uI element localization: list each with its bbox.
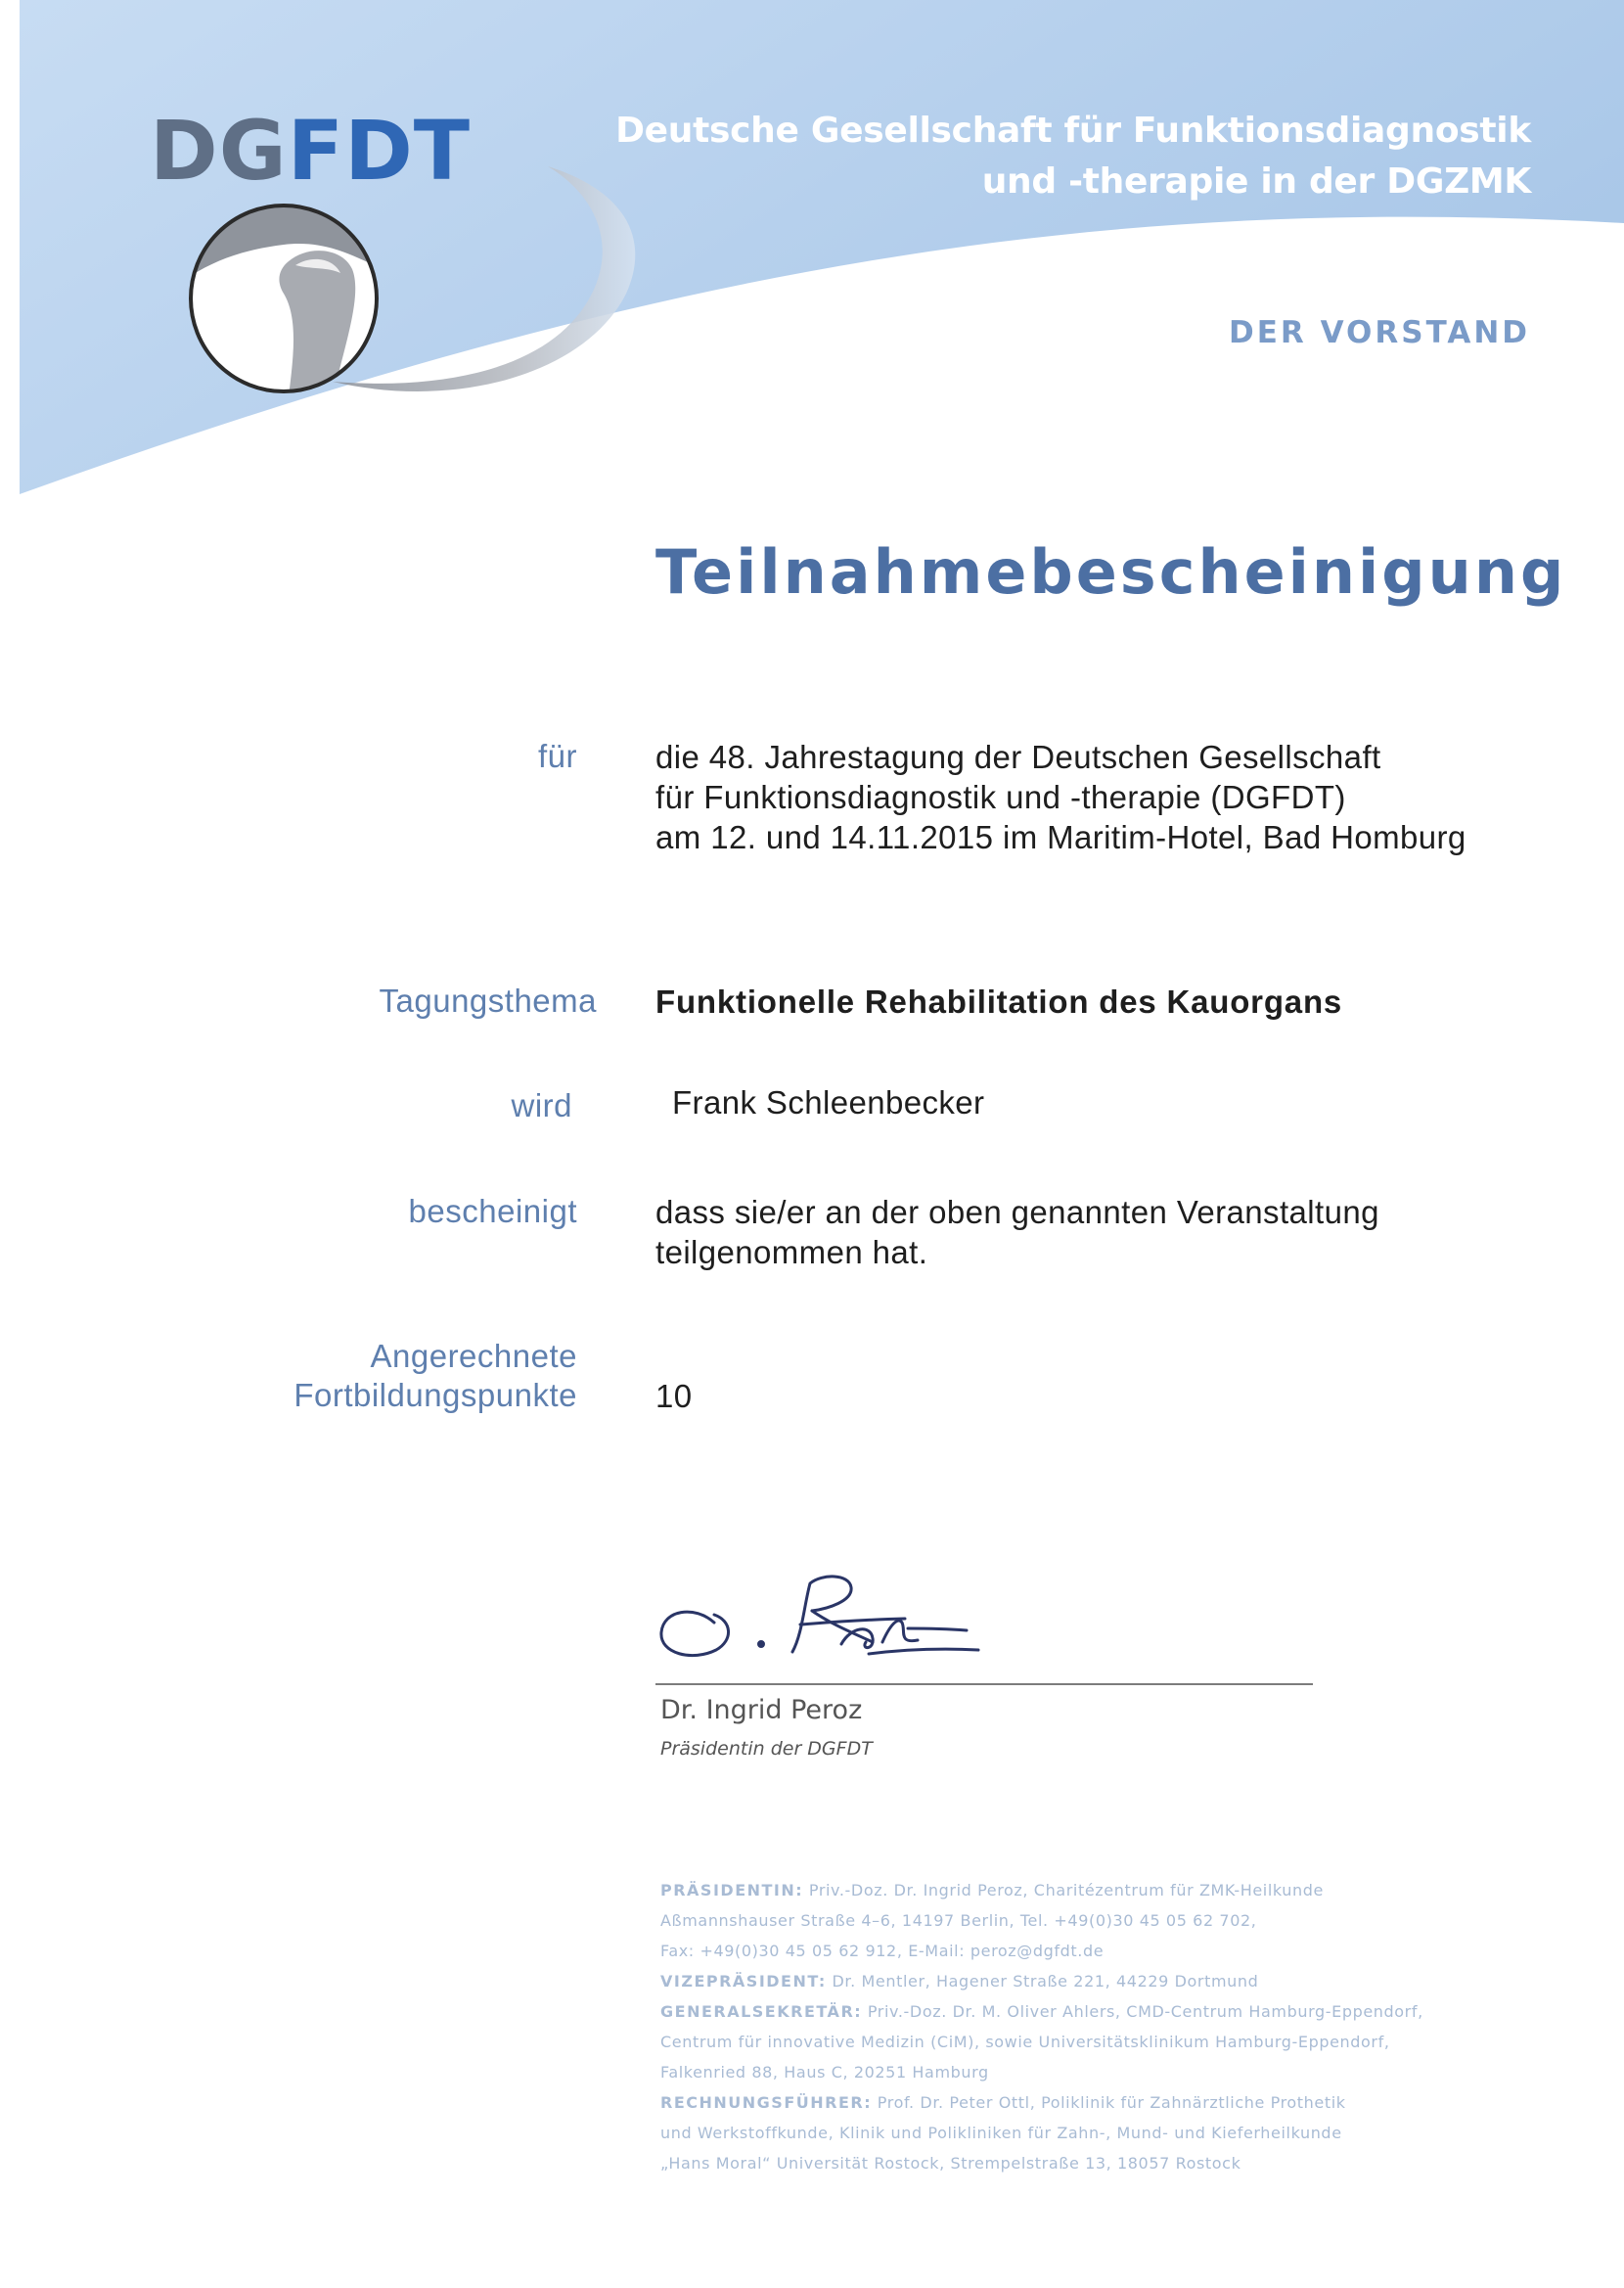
- label-fuer: für: [537, 738, 577, 774]
- footer-text: „Hans Moral“ Universität Rostock, Strempelstraße 13, 18057 Rostock: [660, 2154, 1241, 2173]
- signer-role: Präsidentin der DGFDT: [660, 1738, 873, 1760]
- label-fortbildungspunkte: [166, 1337, 577, 1415]
- signature-line: [655, 1683, 1313, 1685]
- confirmation-text: [655, 1192, 1379, 1272]
- org-name-line-2: und -therapie in der DGZMK: [981, 161, 1531, 202]
- footer-text: Centrum für innovative Medizin (CiM), sowie Universitätsklinikum Hamburg-Eppendorf,: [660, 2033, 1390, 2051]
- signer-name: Dr. Ingrid Peroz: [660, 1695, 863, 1725]
- conference-theme: Funktionelle Rehabilitation des Kauorgans: [655, 984, 1343, 1020]
- logo-part-2: FDT: [287, 103, 472, 199]
- event-line-3: am 12. und 14.11.2015 im Maritim-Hotel, Bad Homburg: [655, 819, 1466, 855]
- label-tagungsthema: Tagungsthema: [379, 983, 597, 1019]
- footer-text: Aßmannshauser Straße 4–6, 14197 Berlin, Tel. +49(0)30 45 05 62 702,: [660, 1911, 1257, 1930]
- footer-row: [660, 2087, 1570, 2118]
- footer-heading-general: GENERALSEKRETÄR:: [660, 2002, 863, 2021]
- event-line-1: die 48. Jahrestagung der Deutschen Gesellschaft: [655, 739, 1381, 775]
- points-label-line-2: Fortbildungspunkte: [293, 1377, 577, 1413]
- footer-text: und Werkstoffkunde, Klinik und Polikliniken für Zahn-, Mund- und Kieferheilkunde: [660, 2124, 1342, 2142]
- footer-row: [660, 1996, 1570, 2027]
- footer-text: Fax: +49(0)30 45 05 62 912, E-Mail: peroz@dgfdt.de: [660, 1942, 1105, 1960]
- org-name-line-1: Deutsche Gesellschaft für Funktionsdiagnostik: [615, 111, 1531, 151]
- confirmation-line-2: teilgenommen hat.: [655, 1234, 928, 1270]
- footer-heading-vize: VIZEPRÄSIDENT:: [660, 1972, 827, 1991]
- label-wird: wird: [511, 1087, 572, 1123]
- event-description: [655, 737, 1466, 857]
- footer-text: Prof. Dr. Peter Ottl, Poliklinik für Zahnärztliche Prothetik: [877, 2093, 1346, 2112]
- logo-part-1: DG: [150, 103, 288, 199]
- footer-heading-praesidentin: PRÄSIDENTIN:: [660, 1881, 804, 1899]
- event-line-2: für Funktionsdiagnostik und -therapie (DGFDT): [655, 779, 1346, 815]
- document-title: Teilnahmebescheinigung: [655, 536, 1567, 608]
- points-label-line-1: Angerechnete: [370, 1338, 577, 1374]
- label-bescheinigt: bescheinigt: [408, 1193, 577, 1229]
- footer-contacts: [660, 1875, 1570, 2178]
- footer-text: Priv.-Doz. Dr. Ingrid Peroz, Charitézentrum für ZMK-Heilkunde: [808, 1881, 1324, 1899]
- footer-text: Falkenried 88, Haus C, 20251 Hamburg: [660, 2063, 989, 2082]
- participant-name: Frank Schleenbecker: [672, 1084, 985, 1121]
- footer-text: Dr. Mentler, Hagener Straße 221, 44229 Dortmund: [832, 1972, 1259, 1991]
- handwritten-signature: [655, 1566, 1008, 1673]
- logo-wordmark: [150, 103, 472, 199]
- credit-points: 10: [655, 1378, 693, 1414]
- board-label: DER VORSTAND: [1229, 315, 1530, 350]
- joint-emblem-icon: [186, 201, 382, 396]
- footer-row: [660, 1875, 1570, 1905]
- confirmation-line-1: dass sie/er an der oben genannten Veranstaltung: [655, 1194, 1379, 1230]
- footer-heading-rechnung: RECHNUNGSFÜHRER:: [660, 2093, 873, 2112]
- footer-row: [660, 1966, 1570, 1996]
- footer-text: Priv.-Doz. Dr. M. Oliver Ahlers, CMD-Centrum Hamburg-Eppendorf,: [867, 2002, 1423, 2021]
- organization-name: [615, 106, 1531, 207]
